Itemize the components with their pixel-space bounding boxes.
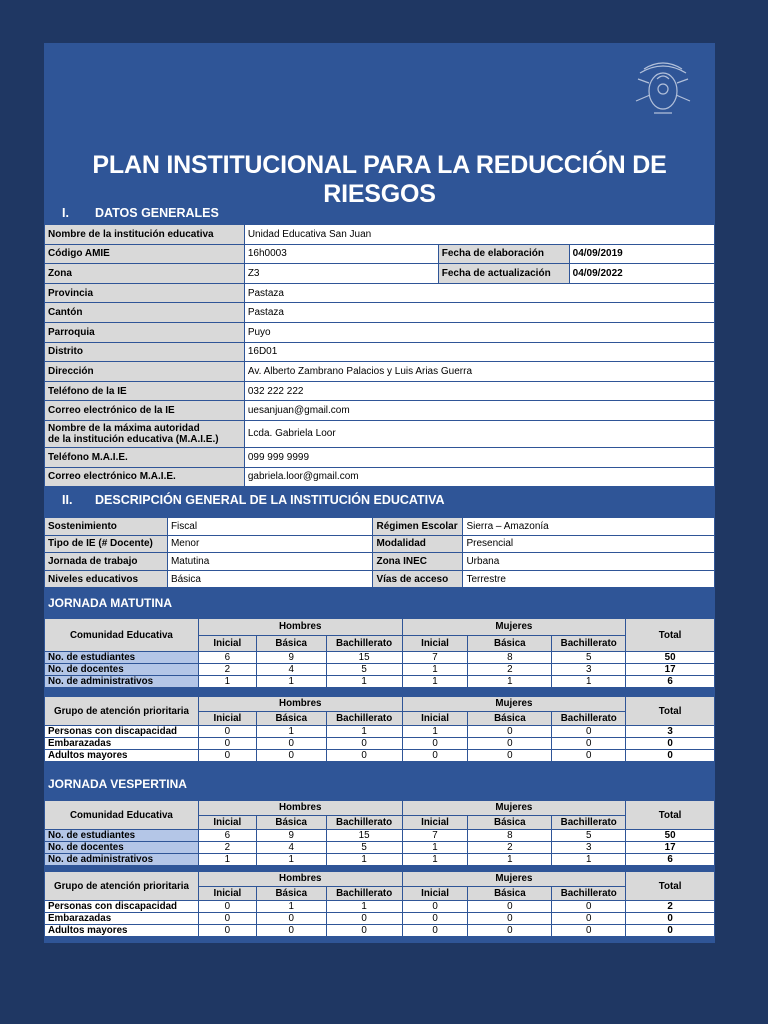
section-number: II. bbox=[62, 493, 73, 507]
table-row bbox=[45, 652, 715, 664]
vespertina-comunidad-table bbox=[44, 800, 715, 866]
table-row bbox=[45, 264, 715, 284]
table-header-row bbox=[45, 872, 715, 887]
table-cell: 1 bbox=[468, 676, 552, 688]
column-header: Básica bbox=[468, 815, 552, 830]
field-value: gabriela.loor@gmail.com bbox=[244, 467, 714, 487]
table-cell: 3 bbox=[552, 664, 626, 676]
field-label: Sostenimiento bbox=[45, 518, 168, 536]
field-value: Urbana bbox=[463, 553, 715, 571]
table-cell: 1 bbox=[402, 664, 468, 676]
table-row bbox=[45, 664, 715, 676]
datos-generales-table bbox=[44, 224, 715, 487]
table-cell: 6 bbox=[198, 652, 256, 664]
table-cell: 2 bbox=[198, 664, 256, 676]
total-cell: 50 bbox=[626, 652, 715, 664]
table-cell: 9 bbox=[256, 830, 326, 842]
column-header: Total bbox=[626, 801, 715, 830]
column-header: Comunidad Educativa bbox=[45, 619, 199, 652]
table-row bbox=[45, 750, 715, 762]
column-header: Inicial bbox=[198, 886, 256, 901]
table-cell: 15 bbox=[326, 652, 402, 664]
field-label: Provincia bbox=[45, 283, 245, 303]
table-cell: 0 bbox=[326, 738, 402, 750]
table-cell: 1 bbox=[402, 726, 468, 738]
field-label: Tipo de IE (# Docente) bbox=[45, 535, 168, 553]
table-cell: 2 bbox=[198, 842, 256, 854]
field-value: Presencial bbox=[463, 535, 715, 553]
table-cell: 0 bbox=[552, 901, 626, 913]
table-cell: 0 bbox=[552, 750, 626, 762]
table-cell: 1 bbox=[326, 901, 402, 913]
table-cell: 0 bbox=[326, 913, 402, 925]
table-row bbox=[45, 535, 715, 553]
row-label: Embarazadas bbox=[45, 913, 199, 925]
table-cell: 0 bbox=[552, 738, 626, 750]
field-value: Menor bbox=[167, 535, 373, 553]
total-cell: 2 bbox=[626, 901, 715, 913]
table-cell: 0 bbox=[402, 738, 468, 750]
table-cell: 1 bbox=[198, 676, 256, 688]
table-cell: 8 bbox=[468, 652, 552, 664]
column-header: Básica bbox=[468, 711, 552, 726]
field-value: 16D01 bbox=[244, 342, 714, 362]
table-cell: 1 bbox=[326, 676, 402, 688]
table-cell: 1 bbox=[256, 901, 326, 913]
field-value: Fiscal bbox=[167, 518, 373, 536]
column-header: Inicial bbox=[402, 886, 468, 901]
table-cell: 0 bbox=[402, 925, 468, 937]
field-value: 032 222 222 bbox=[244, 381, 714, 401]
table-cell: 2 bbox=[468, 664, 552, 676]
jornada-matutina-title: JORNADA MATUTINA bbox=[48, 596, 172, 610]
table-row bbox=[45, 401, 715, 421]
table-cell: 0 bbox=[402, 901, 468, 913]
table-row bbox=[45, 854, 715, 866]
table-cell: 9 bbox=[256, 652, 326, 664]
column-header: Básica bbox=[256, 815, 326, 830]
table-cell: 1 bbox=[402, 854, 468, 866]
field-value: 04/09/2022 bbox=[569, 264, 714, 284]
table-cell: 2 bbox=[468, 842, 552, 854]
row-label: No. de estudiantes bbox=[45, 652, 199, 664]
section-number: I. bbox=[62, 206, 69, 220]
column-header: Básica bbox=[468, 635, 552, 652]
table-row bbox=[45, 726, 715, 738]
table-cell: 0 bbox=[198, 925, 256, 937]
table-cell: 0 bbox=[256, 925, 326, 937]
total-cell: 6 bbox=[626, 854, 715, 866]
table-row bbox=[45, 738, 715, 750]
table-cell: 8 bbox=[468, 830, 552, 842]
column-header: Bachillerato bbox=[326, 711, 402, 726]
field-label: Niveles educativos bbox=[45, 570, 168, 588]
table-cell: 0 bbox=[198, 750, 256, 762]
row-label: No. de docentes bbox=[45, 842, 199, 854]
table-row bbox=[45, 420, 715, 447]
table-row bbox=[45, 244, 715, 264]
column-header: Bachillerato bbox=[552, 886, 626, 901]
field-label: Código AMIE bbox=[45, 244, 245, 264]
table-cell: 4 bbox=[256, 842, 326, 854]
total-cell: 17 bbox=[626, 842, 715, 854]
document-page bbox=[44, 43, 715, 943]
table-row bbox=[45, 303, 715, 323]
column-header: Bachillerato bbox=[552, 711, 626, 726]
field-value: Z3 bbox=[244, 264, 438, 284]
column-header: Bachillerato bbox=[326, 635, 402, 652]
field-label: Modalidad bbox=[373, 535, 463, 553]
field-value: Puyo bbox=[244, 322, 714, 342]
total-cell: 0 bbox=[626, 738, 715, 750]
column-header: Bachillerato bbox=[552, 635, 626, 652]
field-label: Nombre de la institución educativa bbox=[45, 225, 245, 245]
table-cell: 0 bbox=[552, 726, 626, 738]
table-row bbox=[45, 283, 715, 303]
vespertina-grupo-table bbox=[44, 871, 715, 937]
column-header: Mujeres bbox=[402, 619, 626, 636]
column-header: Inicial bbox=[198, 635, 256, 652]
total-cell: 17 bbox=[626, 664, 715, 676]
field-label: Distrito bbox=[45, 342, 245, 362]
table-cell: 0 bbox=[552, 925, 626, 937]
table-header-row bbox=[45, 619, 715, 636]
column-header: Inicial bbox=[198, 711, 256, 726]
table-cell: 1 bbox=[256, 726, 326, 738]
column-header: Bachillerato bbox=[552, 815, 626, 830]
row-label: No. de estudiantes bbox=[45, 830, 199, 842]
table-cell: 1 bbox=[402, 842, 468, 854]
total-cell: 3 bbox=[626, 726, 715, 738]
total-cell: 50 bbox=[626, 830, 715, 842]
table-cell: 0 bbox=[326, 925, 402, 937]
row-label: Personas con discapacidad bbox=[45, 726, 199, 738]
table-row bbox=[45, 553, 715, 571]
total-cell: 0 bbox=[626, 925, 715, 937]
table-cell: 5 bbox=[552, 652, 626, 664]
field-label: Cantón bbox=[45, 303, 245, 323]
column-header: Básica bbox=[256, 635, 326, 652]
column-header: Básica bbox=[468, 886, 552, 901]
field-label: Zona bbox=[45, 264, 245, 284]
table-cell: 0 bbox=[198, 913, 256, 925]
field-value: uesanjuan@gmail.com bbox=[244, 401, 714, 421]
table-cell: 0 bbox=[468, 750, 552, 762]
row-label: Personas con discapacidad bbox=[45, 901, 199, 913]
matutina-comunidad-table bbox=[44, 618, 715, 688]
table-cell: 3 bbox=[552, 842, 626, 854]
table-row bbox=[45, 225, 715, 245]
table-cell: 0 bbox=[468, 726, 552, 738]
table-row bbox=[45, 467, 715, 487]
field-label: Correo electrónico de la IE bbox=[45, 401, 245, 421]
table-row bbox=[45, 570, 715, 588]
row-label: No. de docentes bbox=[45, 664, 199, 676]
coat-of-arms-icon bbox=[630, 55, 696, 121]
field-label-line: Nombre de la máxima autoridad bbox=[48, 422, 200, 434]
field-value: Matutina bbox=[167, 553, 373, 571]
table-header-row bbox=[45, 697, 715, 712]
table-cell: 0 bbox=[468, 925, 552, 937]
field-value: 04/09/2019 bbox=[569, 244, 714, 264]
table-cell: 1 bbox=[256, 676, 326, 688]
field-value: Terrestre bbox=[463, 570, 715, 588]
table-cell: 1 bbox=[256, 854, 326, 866]
table-cell: 0 bbox=[256, 750, 326, 762]
field-label: Zona INEC bbox=[373, 553, 463, 571]
table-row bbox=[45, 518, 715, 536]
column-header: Hombres bbox=[198, 697, 402, 712]
descripcion-general-table bbox=[44, 517, 715, 588]
column-header: Total bbox=[626, 619, 715, 652]
column-header: Bachillerato bbox=[326, 886, 402, 901]
field-label: Fecha de actualización bbox=[438, 264, 569, 284]
row-label: No. de administrativos bbox=[45, 854, 199, 866]
field-label: Teléfono de la IE bbox=[45, 381, 245, 401]
table-cell: 0 bbox=[402, 913, 468, 925]
column-header: Comunidad Educativa bbox=[45, 801, 199, 830]
table-cell: 0 bbox=[256, 913, 326, 925]
field-value: Sierra – Amazonía bbox=[463, 518, 715, 536]
field-value: Básica bbox=[167, 570, 373, 588]
row-label: No. de administrativos bbox=[45, 676, 199, 688]
field-label: Parroquia bbox=[45, 322, 245, 342]
field-value: Unidad Educativa San Juan bbox=[244, 225, 714, 245]
column-header: Total bbox=[626, 697, 715, 726]
total-cell: 0 bbox=[626, 750, 715, 762]
table-cell: 1 bbox=[552, 854, 626, 866]
table-cell: 0 bbox=[198, 901, 256, 913]
table-cell: 0 bbox=[402, 750, 468, 762]
table-cell: 4 bbox=[256, 664, 326, 676]
table-cell: 1 bbox=[402, 676, 468, 688]
table-row bbox=[45, 676, 715, 688]
table-cell: 1 bbox=[468, 854, 552, 866]
field-value: Av. Alberto Zambrano Palacios y Luis Arias Guerra bbox=[244, 362, 714, 382]
table-cell: 1 bbox=[326, 854, 402, 866]
table-cell: 5 bbox=[326, 842, 402, 854]
field-value: Pastaza bbox=[244, 283, 714, 303]
table-row bbox=[45, 381, 715, 401]
column-header: Básica bbox=[256, 886, 326, 901]
table-cell: 15 bbox=[326, 830, 402, 842]
table-cell: 0 bbox=[326, 750, 402, 762]
table-cell: 0 bbox=[256, 738, 326, 750]
field-label: Jornada de trabajo bbox=[45, 553, 168, 571]
column-header: Hombres bbox=[198, 801, 402, 816]
field-label: Vías de acceso bbox=[373, 570, 463, 588]
table-row bbox=[45, 901, 715, 913]
field-label: Correo electrónico M.A.I.E. bbox=[45, 467, 245, 487]
field-label: Fecha de elaboración bbox=[438, 244, 569, 264]
table-cell: 0 bbox=[468, 738, 552, 750]
column-header: Inicial bbox=[402, 711, 468, 726]
table-row bbox=[45, 842, 715, 854]
field-label: Régimen Escolar bbox=[373, 518, 463, 536]
table-cell: 1 bbox=[326, 726, 402, 738]
column-header: Mujeres bbox=[402, 872, 626, 887]
column-header: Grupo de atención prioritaria bbox=[45, 872, 199, 901]
row-label: Embarazadas bbox=[45, 738, 199, 750]
section-label: DESCRIPCIÓN GENERAL DE LA INSTITUCIÓN EDUCATIVA bbox=[95, 493, 445, 507]
table-row bbox=[45, 913, 715, 925]
column-header: Inicial bbox=[402, 635, 468, 652]
table-cell: 5 bbox=[552, 830, 626, 842]
table-cell: 1 bbox=[552, 676, 626, 688]
table-cell: 7 bbox=[402, 830, 468, 842]
table-cell: 7 bbox=[402, 652, 468, 664]
table-cell: 0 bbox=[198, 738, 256, 750]
table-cell: 1 bbox=[198, 854, 256, 866]
column-header: Mujeres bbox=[402, 697, 626, 712]
row-label: Adultos mayores bbox=[45, 925, 199, 937]
total-cell: 6 bbox=[626, 676, 715, 688]
column-header: Básica bbox=[256, 711, 326, 726]
table-cell: 0 bbox=[198, 726, 256, 738]
column-header: Bachillerato bbox=[326, 815, 402, 830]
field-label: Dirección bbox=[45, 362, 245, 382]
table-row bbox=[45, 342, 715, 362]
field-label bbox=[45, 420, 245, 447]
section-label: DATOS GENERALES bbox=[95, 206, 219, 220]
field-value: Pastaza bbox=[244, 303, 714, 323]
column-header: Hombres bbox=[198, 619, 402, 636]
table-cell: 0 bbox=[468, 901, 552, 913]
table-row bbox=[45, 362, 715, 382]
column-header: Total bbox=[626, 872, 715, 901]
table-row bbox=[45, 830, 715, 842]
table-cell: 0 bbox=[552, 913, 626, 925]
jornada-vespertina-title: JORNADA VESPERTINA bbox=[48, 777, 187, 791]
table-row bbox=[45, 925, 715, 937]
field-label-line: de la institución educativa (M.A.I.E.) bbox=[48, 433, 219, 445]
total-cell: 0 bbox=[626, 913, 715, 925]
table-cell: 0 bbox=[468, 913, 552, 925]
column-header: Inicial bbox=[198, 815, 256, 830]
row-label: Adultos mayores bbox=[45, 750, 199, 762]
column-header: Inicial bbox=[402, 815, 468, 830]
table-cell: 6 bbox=[198, 830, 256, 842]
column-header: Grupo de atención prioritaria bbox=[45, 697, 199, 726]
field-label: Teléfono M.A.I.E. bbox=[45, 447, 245, 467]
column-header: Mujeres bbox=[402, 801, 626, 816]
field-value: 16h0003 bbox=[244, 244, 438, 264]
field-value: 099 999 9999 bbox=[244, 447, 714, 467]
page-title: PLAN INSTITUCIONAL PARA LA REDUCCIÓN DE RIESGOS bbox=[92, 151, 667, 208]
column-header: Hombres bbox=[198, 872, 402, 887]
table-cell: 5 bbox=[326, 664, 402, 676]
table-header-row bbox=[45, 801, 715, 816]
table-row bbox=[45, 447, 715, 467]
table-row bbox=[45, 322, 715, 342]
field-value: Lcda. Gabriela Loor bbox=[244, 420, 714, 447]
matutina-grupo-table bbox=[44, 696, 715, 762]
